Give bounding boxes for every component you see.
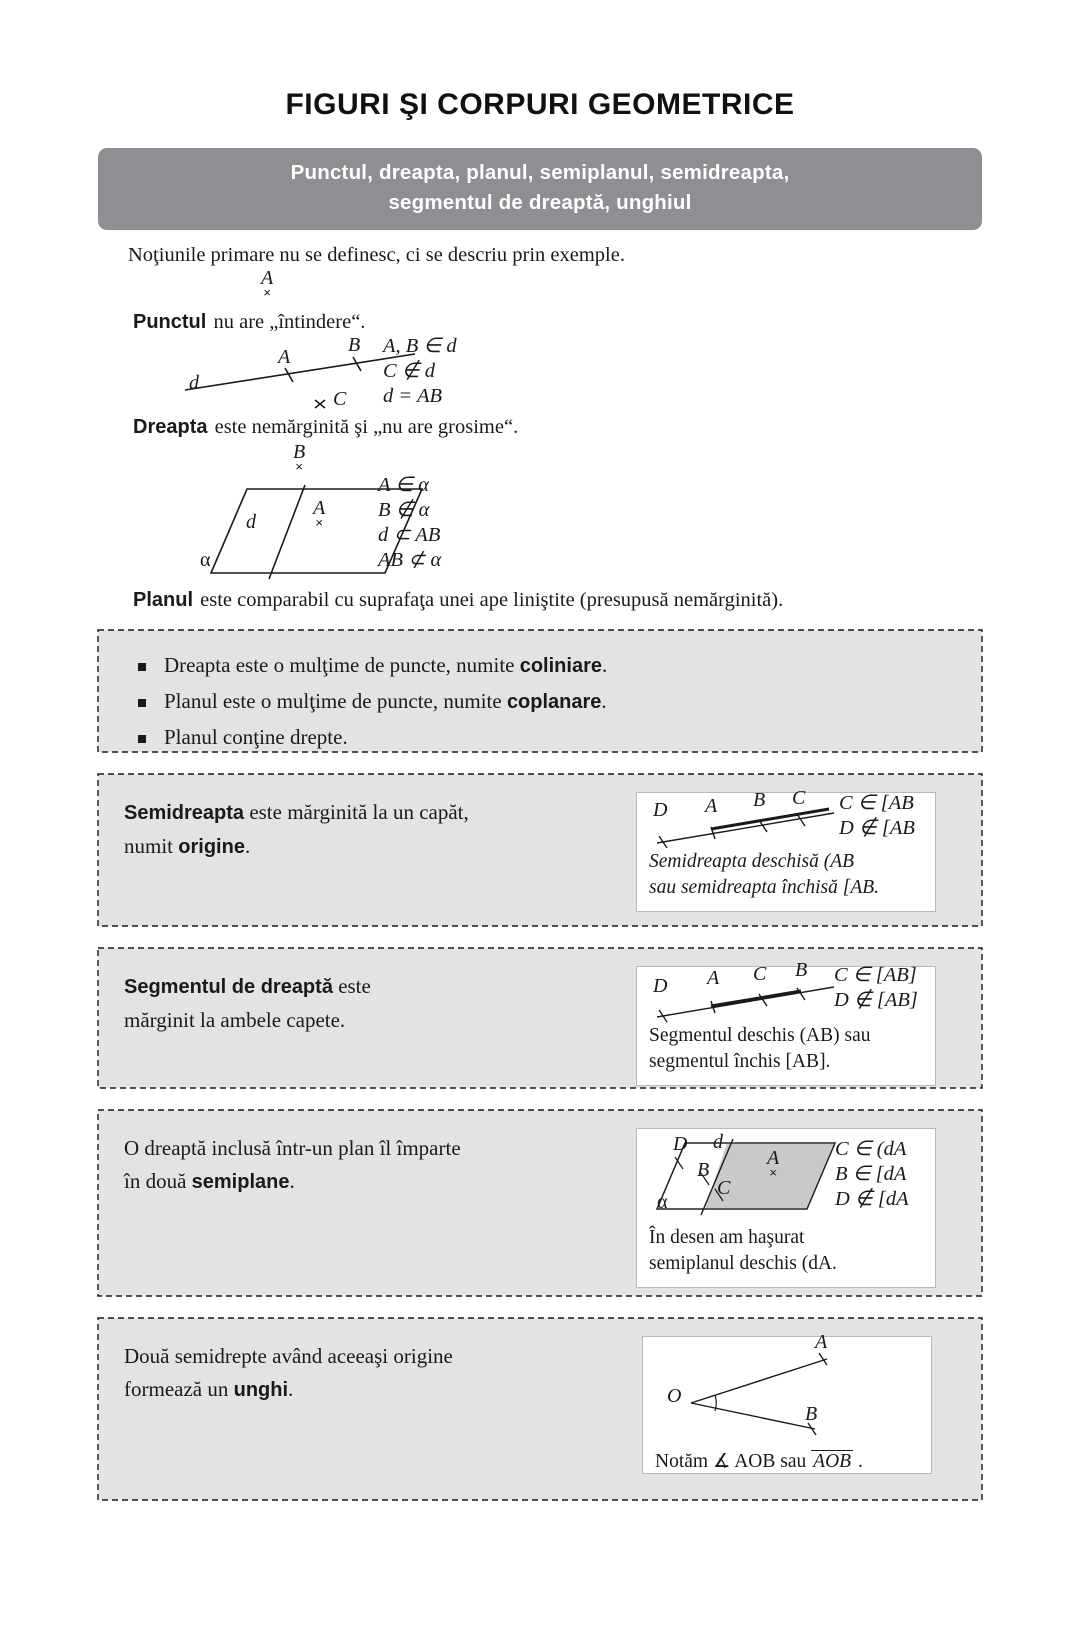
- section-banner: [98, 148, 982, 230]
- unghi-text: [124, 1336, 453, 1407]
- semidreapta-line2-pre: numit: [124, 834, 179, 858]
- semiplan-label-C: C: [717, 1177, 731, 1199]
- segment-diagram: [649, 979, 849, 1025]
- semiplan-caption-1: În desen am haşurat: [649, 1227, 805, 1248]
- line-label-A: A: [278, 346, 291, 368]
- unghi-diagram: [655, 1345, 905, 1449]
- bullet-strong: coliniare: [519, 655, 602, 677]
- plan-rest: este comparabil cu suprafaţa unei ape liniştite (presupusă nemărginită).: [195, 589, 784, 611]
- unghi-line1: Două semidrepte având aceeaşi origine: [124, 1344, 453, 1368]
- line-relation-1: A, B ∈ d: [383, 335, 457, 357]
- point-label-A: A: [261, 267, 274, 289]
- unghi-label-A: A: [815, 1331, 828, 1353]
- semidreapta-mid: este mărginită la un capăt,: [244, 800, 469, 824]
- semidreapta-relation-2: D ∉ [AB: [839, 817, 915, 839]
- semiplan-box: [98, 1110, 982, 1296]
- punct-term: Punctul: [133, 311, 207, 333]
- semiplan-caption-2: semiplanul deschis (dA.: [649, 1253, 837, 1274]
- segment-box: [98, 948, 982, 1088]
- plane-relation-3: d ⊂ AB: [378, 524, 441, 546]
- punct-rest: nu are „întindere“.: [208, 311, 366, 333]
- unghi-term: unghi: [233, 1379, 289, 1401]
- dreapta-term: Dreapta: [133, 416, 208, 438]
- semidreapta-text: [124, 792, 469, 864]
- semiplan-mark-A: ×: [769, 1165, 777, 1180]
- bullet-pre: Dreapta este o mulţime de puncte, numite: [164, 653, 520, 677]
- semidreapta-term: Semidreapta: [124, 802, 245, 824]
- semidreapta-label-A: A: [705, 795, 718, 817]
- unghi-content: [98, 1318, 982, 1492]
- segment-label-A: A: [707, 967, 720, 989]
- line-figure: [133, 334, 1080, 428]
- plane-mark-A: ×: [315, 515, 323, 530]
- plane-label-d: d: [246, 511, 256, 533]
- unghi-label-B: B: [805, 1403, 818, 1425]
- semiplan-text: [124, 1128, 461, 1199]
- plane-mark-B: ×: [295, 459, 303, 474]
- segment-relations: [834, 963, 918, 1013]
- segment-line2: mărginit la ambele capete.: [124, 1008, 346, 1032]
- segment-label-C: C: [753, 963, 767, 985]
- line-label-d: d: [189, 372, 199, 394]
- section-banner-line2: segmentul de dreaptă, unghiul: [388, 191, 692, 214]
- page-title: FIGURI ŞI CORPURI GEOMETRICE: [285, 88, 795, 121]
- plane-relation-2: B ∉ α: [378, 499, 430, 521]
- plane-relations: [378, 473, 441, 573]
- segment-mid: este: [332, 974, 371, 998]
- segment-label-B: B: [795, 959, 808, 981]
- list-item: [124, 648, 956, 684]
- semidreapta-box: [98, 774, 982, 926]
- unghi-caption: Notăm ∡ AOB sau AOB .: [655, 1451, 863, 1472]
- semiplan-label-B: B: [697, 1159, 710, 1181]
- list-item: [124, 720, 956, 755]
- segment-relation-1: C ∈ [AB]: [834, 964, 917, 986]
- semiplan-term: semiplane: [191, 1171, 290, 1193]
- unghi-arc-notation: AOB: [813, 1451, 852, 1472]
- semidreapta-label-B: B: [753, 789, 766, 811]
- line-label-B: B: [348, 334, 361, 356]
- semidreapta-line2-post: .: [244, 834, 251, 858]
- line-relation-2: C ∉ d: [383, 360, 436, 382]
- semiplan-relation-2: B ∈ [dA: [835, 1163, 907, 1185]
- semiplan-figure: [636, 1128, 936, 1288]
- unghi-figure: [642, 1331, 932, 1474]
- section-banner-line1: Punctul, dreapta, planul, semiplanul, semidreapta,: [290, 161, 790, 184]
- semidreapta-content: [98, 774, 982, 930]
- segment-term: Segmentul de dreaptă: [124, 976, 333, 998]
- bullet-list: [124, 648, 956, 755]
- unghi-line2-pre: formează un: [124, 1377, 234, 1401]
- segment-label-D: D: [653, 975, 668, 997]
- plane-label-B: B: [293, 441, 306, 463]
- semidreapta-label-D: D: [653, 799, 668, 821]
- plane-label-alpha: α: [200, 549, 211, 571]
- punct-definition: [133, 311, 1080, 334]
- segment-figure: [636, 959, 936, 1086]
- semiplan-label-D: D: [673, 1133, 688, 1155]
- bullet-pre: Planul este o mulţime de puncte, numite: [164, 689, 507, 713]
- document-page: [0, 88, 1080, 1625]
- semidreapta-caption-1: Semidreapta deschisă (AB: [649, 851, 855, 872]
- unghi-line2-post: .: [288, 1377, 294, 1401]
- list-item: [124, 684, 956, 720]
- bullet-post: .: [601, 689, 607, 713]
- segment-caption-2: segmentul închis [AB].: [649, 1051, 831, 1072]
- plane-label-A: A: [313, 497, 326, 519]
- semidreapta-origine: origine: [178, 836, 245, 858]
- semiplan-relation-1: C ∈ (dA: [835, 1138, 907, 1160]
- semidreapta-caption-2: sau semidreapta închisă [AB.: [649, 877, 880, 898]
- semiplan-line2-pre: în două: [124, 1169, 192, 1193]
- semiplan-relations: [835, 1137, 909, 1212]
- semiplan-label-d: d: [713, 1131, 723, 1153]
- unghi-label-O: O: [667, 1385, 682, 1407]
- segment-text: [124, 966, 371, 1037]
- semiplan-content: [98, 1110, 982, 1306]
- unghi-caption-text: Notăm ∡ AOB sau: [655, 1451, 807, 1472]
- semiplan-label-A: A: [767, 1147, 780, 1169]
- plane-figure: [133, 441, 1080, 595]
- semidreapta-label-C: C: [792, 787, 806, 809]
- segment-relation-2: D ∉ [AB]: [834, 989, 918, 1011]
- bullets-box: [98, 630, 982, 752]
- plane-relation-4: AB ⊄ α: [378, 549, 442, 571]
- semiplan-label-alpha: α: [657, 1191, 668, 1213]
- segment-content: [98, 948, 982, 1104]
- semiplan-relation-3: D ∉ [dA: [835, 1188, 909, 1210]
- plan-term: Planul: [133, 589, 194, 611]
- bullets-content: [98, 630, 982, 773]
- semidreapta-relation-1: C ∈ [AB: [839, 792, 914, 814]
- bullet-pre: Planul conţine drepte.: [164, 725, 348, 749]
- line-relation-3: d = AB: [383, 385, 443, 407]
- unghi-box: [98, 1318, 982, 1500]
- bullet-strong: coplanare: [506, 691, 602, 713]
- line-relations: [383, 334, 457, 409]
- bullet-post: .: [601, 653, 608, 677]
- segment-caption-1: Segmentul deschis (AB) sau: [649, 1025, 871, 1046]
- semidreapta-diagram: [649, 805, 849, 851]
- line-label-C: C: [333, 388, 347, 410]
- intro-text: Noţiunile primare nu se definesc, ci se descriu prin exemple.: [128, 244, 625, 266]
- point-mark: ×: [263, 285, 271, 300]
- plane-relation-1: A ∈ α: [378, 474, 430, 496]
- semidreapta-relations: [839, 791, 915, 841]
- point-figure: [133, 269, 1080, 313]
- semidreapta-figure: [636, 787, 936, 912]
- semiplan-line1: O dreaptă inclusă într-un plan îl împarte: [124, 1136, 461, 1160]
- dreapta-rest: este nemărginită şi „nu are grosime“.: [209, 416, 519, 438]
- semiplan-line2-post: .: [289, 1169, 295, 1193]
